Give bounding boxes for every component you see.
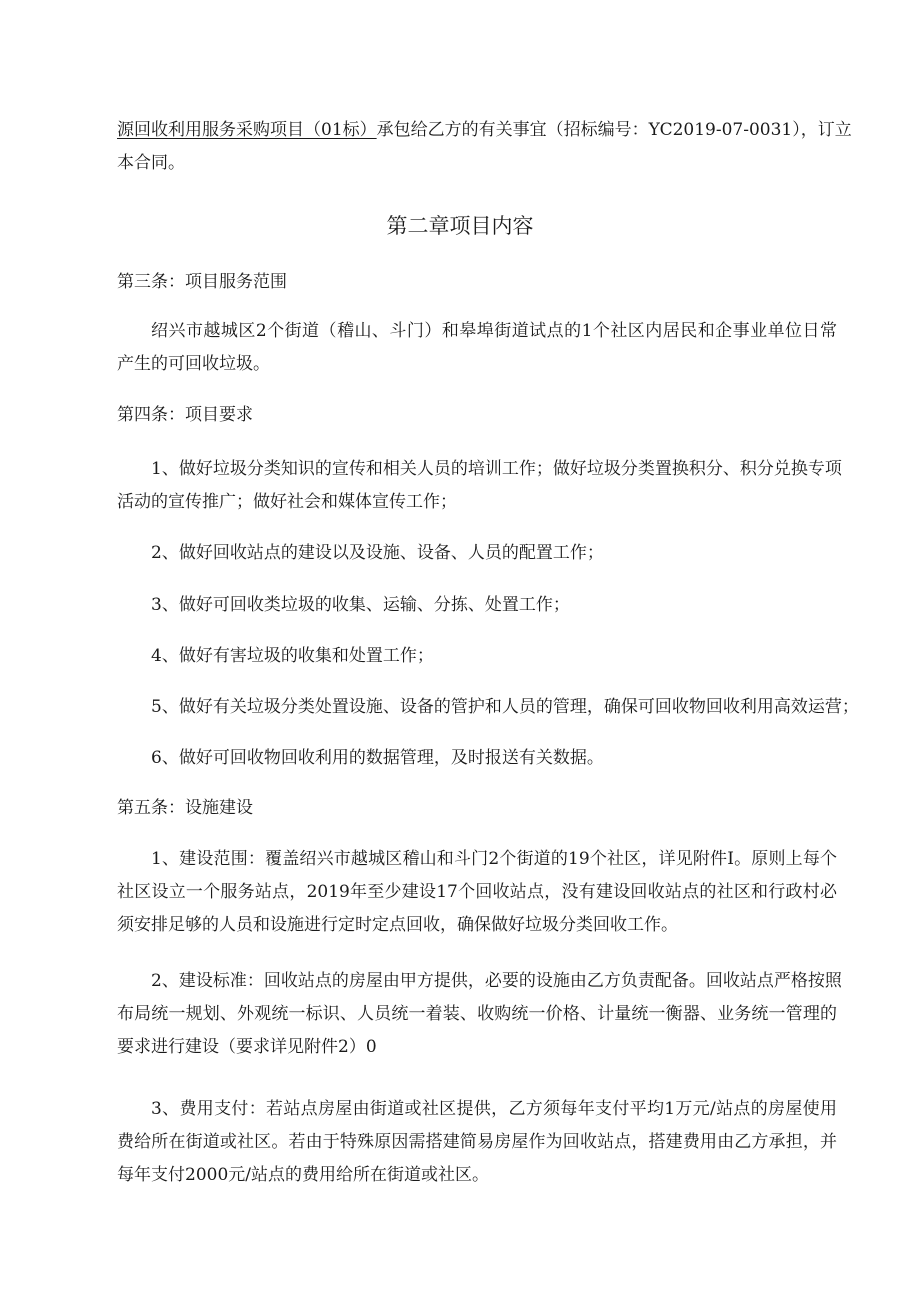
paragraph-line: 4、做好有害垃圾的收集和处置工作； [151, 646, 434, 666]
chapter-title: 第二章项目内容 [386, 214, 534, 238]
article-4-item-5 [117, 696, 859, 729]
intro-line-1 [117, 119, 852, 141]
paragraph-line: 5、做好有关垃圾分类处置设施、设备的管护和人员的管理，确保可回收物回收利用高效运营； [151, 697, 859, 717]
paragraph-line: 绍兴市越城区2个街道（稽山、斗门）和皋埠街道试点的1个社区内居民和企事业单位日常 [151, 321, 837, 341]
article-5-item-1 [117, 848, 837, 947]
article-4-item-2 [117, 542, 837, 575]
article-5-item-2 [117, 970, 842, 1069]
paragraph-line: 6、做好可回收物回收利用的数据管理，及时报送有关数据。 [151, 748, 604, 768]
paragraph-line: 每年支付2000元/站点的费用给所在街道或社区。 [117, 1165, 489, 1185]
article-5-item-3 [117, 1098, 837, 1197]
article-4-heading: 第四条：项目要求 [117, 405, 253, 425]
paragraph-line: 2、建设标准：回收站点的房屋由甲方提供，必要的设施由乙方负责配备。回收站点严格按照 [151, 971, 842, 991]
intro-line-1-rest: 承包给乙方的有关事宜（招标编号：YC2019-07-0031），订立 [376, 120, 852, 140]
intro-line-2: 本合同。 [117, 153, 185, 173]
project-name-underlined: 源回收利用服务采购项目（01标） [117, 120, 377, 140]
paragraph-line: 布局统一规划、外观统一标识、人员统一着装、收购统一价格、计量统一衡器、业务统一管理的 [117, 1004, 837, 1024]
paragraph-line: 1、建设范围：覆盖绍兴市越城区稽山和斗门2个街道的19个社区，详见附件I。原则上每个 [151, 849, 837, 869]
paragraph-line: 要求进行建设（要求详见附件2）0 [117, 1037, 377, 1057]
article-3-heading: 第三条：项目服务范围 [117, 272, 287, 292]
article-4-item-3 [117, 594, 837, 627]
paragraph-line: 费给所在街道或社区。若由于特殊原因需搭建简易房屋作为回收站点，搭建费用由乙方承担，并 [117, 1132, 837, 1152]
article-4-item-1 [117, 458, 842, 524]
paragraph-line: 2、做好回收站点的建设以及设施、设备、人员的配置工作； [151, 543, 604, 563]
article-4-item-4 [117, 645, 837, 678]
paragraph-line: 3、做好可回收类垃圾的收集、运输、分拣、处置工作； [151, 595, 570, 615]
paragraph-line: 3、费用支付：若站点房屋由街道或社区提供，乙方须每年支付平均1万元/站点的房屋使用 [151, 1099, 837, 1119]
article-5-heading: 第五条：设施建设 [117, 798, 253, 818]
article-3-body [117, 320, 837, 386]
article-4-item-6 [117, 747, 837, 780]
paragraph-line: 产生的可回收垃圾。 [117, 354, 270, 374]
paragraph-line: 活动的宣传推广；做好社会和媒体宣传工作； [117, 492, 457, 512]
paragraph-line: 1、做好垃圾分类知识的宣传和相关人员的培训工作；做好垃圾分类置换积分、积分兑换专项 [151, 459, 842, 479]
paragraph-line: 社区设立一个服务站点，2019年至少建设17个回收站点，没有建设回收站点的社区和行政村必 [117, 882, 837, 902]
paragraph-line: 须安排足够的人员和设施进行定时定点回收，确保做好垃圾分类回收工作。 [117, 915, 678, 935]
